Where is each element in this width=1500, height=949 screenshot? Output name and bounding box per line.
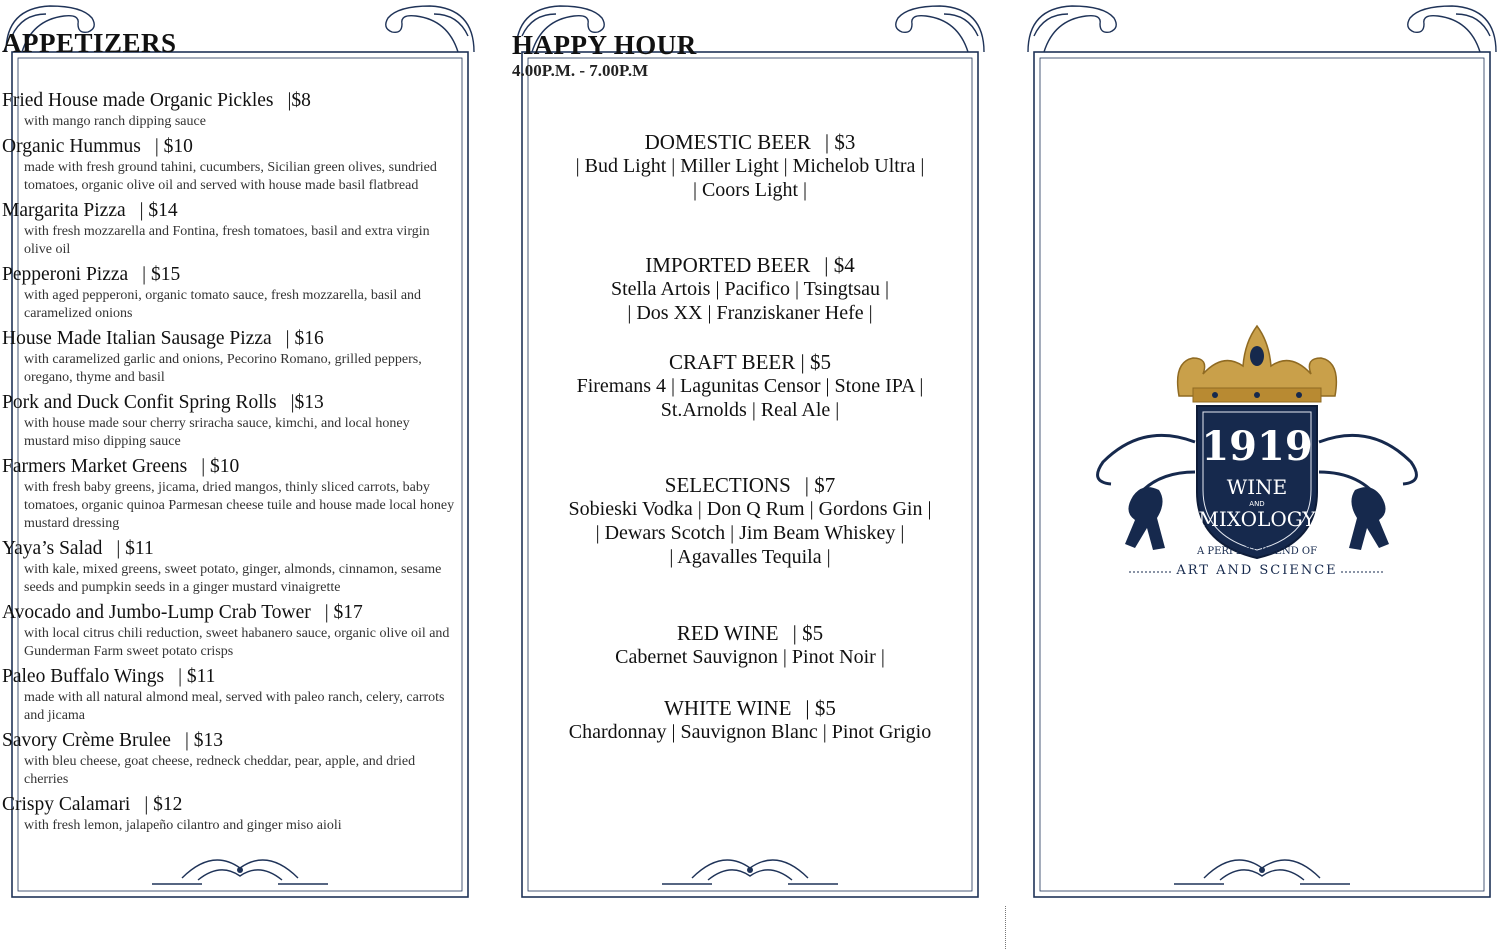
menu-item-price: | $14	[139, 200, 178, 221]
category-heading	[512, 350, 988, 374]
happy-hour-hours: 4.00P.M. - 7.00P.M	[512, 61, 649, 80]
category-price: | $7	[804, 473, 836, 497]
happy-hour-section	[512, 30, 988, 81]
category-price: | $5	[792, 621, 824, 645]
drink-list-line: | Agavalles Tequila |	[669, 546, 831, 568]
logo-year: 1919	[1201, 423, 1313, 470]
category-name: IMPORTED BEER	[645, 253, 811, 277]
category-price: | $5	[805, 696, 836, 720]
logo-and: AND	[1249, 500, 1265, 508]
menu-item-line	[2, 793, 478, 817]
menu-item-description: with fresh mozzarella and Fontina, fresh tomatoes, basil and extra virgin olive oil	[24, 224, 430, 257]
menu-item-line	[2, 665, 478, 689]
appetizers-section	[2, 28, 478, 839]
menu-item-description: with kale, mixed greens, sweet potato, ginger, almonds, cinnamon, sesame seeds and pumpkin seeds in a ginger mustard vinaigrette	[24, 562, 442, 595]
menu-item-line	[2, 327, 478, 351]
menu-item-line	[2, 537, 478, 561]
menu-item-price: | $10	[154, 136, 193, 157]
category-heading	[512, 253, 988, 277]
lion-icon	[1349, 487, 1389, 550]
appetizers-list	[2, 89, 478, 835]
menu-item-name: Paleo Buffalo Wings	[2, 666, 165, 687]
menu-item	[2, 729, 478, 789]
menu-item	[2, 537, 478, 597]
happy-hour-category	[512, 350, 988, 422]
menu-item-name: Yaya’s Salad	[2, 538, 103, 559]
menu-item-name: House Made Italian Sausage Pizza	[2, 328, 272, 349]
menu-item-price: | $10	[201, 456, 240, 477]
appetizers-panel	[2, 0, 478, 905]
menu-item-price: | $11	[178, 666, 216, 687]
menu-item-description: with house made sour cherry sriracha sauce, kimchi, and local honey mustard miso dipping sauce	[24, 416, 410, 449]
menu-item-price: | $16	[285, 328, 324, 349]
menu-item-line	[2, 455, 478, 479]
menu-item-name: Farmers Market Greens	[2, 456, 188, 477]
menu-item	[2, 263, 478, 323]
menu-item-name: Pepperoni Pizza	[2, 264, 129, 285]
happy-hour-category	[512, 253, 988, 325]
menu-item-name: Pork and Duck Confit Spring Rolls	[2, 392, 277, 413]
menu-item	[2, 665, 478, 725]
menu-item	[2, 793, 478, 835]
drink-list-line: Chardonnay | Sauvignon Blanc | Pinot Grigio	[568, 721, 932, 743]
drink-list-line: | Coors Light |	[692, 179, 808, 201]
menu-item-price: | $13	[184, 730, 223, 751]
logo-art-science: ART AND SCIENCE	[1176, 563, 1338, 578]
menu-item-line	[2, 199, 478, 223]
drink-list-line: Cabernet Sauvignon | Pinot Noir |	[615, 646, 885, 668]
category-name: CRAFT BEER | $5	[669, 350, 831, 374]
category-name: SELECTIONS	[664, 473, 791, 497]
crown-icon	[1178, 326, 1337, 402]
menu-item-price: | $17	[324, 602, 363, 623]
category-price: | $3	[824, 130, 856, 154]
menu-item	[2, 601, 478, 661]
menu-item-description: with aged pepperoni, organic tomato sauce, fresh mozzarella, basil and caramelized onions	[24, 288, 422, 321]
happy-hour-category	[512, 621, 988, 669]
menu-item-price: | $15	[142, 264, 181, 285]
menu-item	[2, 135, 478, 195]
menu-item	[2, 199, 478, 259]
menu-item-name: Savory Crème Brulee	[2, 730, 171, 751]
menu-item	[2, 327, 478, 387]
menu-item-name: Crispy Calamari	[2, 794, 131, 815]
happy-hour-panel	[512, 0, 988, 905]
menu-item-line	[2, 89, 478, 113]
menu-item-price: |$13	[290, 392, 324, 413]
menu-item-name: Margarita Pizza	[2, 200, 126, 221]
fold-guide-line	[1005, 906, 1006, 949]
category-heading	[512, 621, 988, 645]
category-price: | $4	[824, 253, 855, 277]
menu-item-price: | $12	[144, 794, 183, 815]
drink-list-line: | Bud Light | Miller Light | Michelob Ultra |	[575, 155, 925, 177]
lion-icon	[1125, 487, 1165, 550]
drink-list-line: | Dos XX | Franziskaner Hefe |	[627, 302, 873, 324]
menu-item-price: |$8	[287, 90, 311, 111]
happy-hour-category	[512, 130, 988, 202]
menu-item	[2, 89, 478, 131]
menu-item-name: Avocado and Jumbo-Lump Crab Tower	[2, 602, 311, 623]
appetizers-title: APPETIZERS	[2, 28, 177, 58]
logo-mixology: MIXOLOGY	[1198, 507, 1316, 531]
menu-item-line	[2, 729, 478, 753]
menu-item-line	[2, 263, 478, 287]
drink-list-line: Firemans 4 | Lagunitas Censor | Stone IPA |	[576, 375, 924, 397]
category-name: WHITE WINE	[664, 696, 792, 720]
menu-item-description: made with all natural almond meal, served with paleo ranch, celery, carrots and jicama	[24, 690, 445, 723]
menu-item-description: with fresh lemon, jalapeño cilantro and ginger miso aioli	[24, 818, 342, 833]
menu-item-line	[2, 135, 478, 159]
menu-item-description: with local citrus chili reduction, sweet habanero sauce, organic olive oil and Gunderman Farm sweet potato crisps	[24, 626, 450, 659]
category-heading	[512, 473, 988, 497]
menu-item-description: made with fresh ground tahini, cucumbers, Sicilian green olives, sundried tomatoes, organic olive oil and served with house made basil flatbread	[24, 160, 437, 193]
menu-item-name: Fried House made Organic Pickles	[2, 90, 274, 111]
menu-item-description: with mango ranch dipping sauce	[24, 114, 206, 129]
menu-item	[2, 455, 478, 533]
category-heading	[512, 130, 988, 154]
menu-item-description: with bleu cheese, goat cheese, redneck cheddar, pear, apple, and dried cherries	[24, 754, 416, 787]
logo-wine: WINE	[1226, 475, 1288, 499]
category-heading	[512, 696, 988, 720]
wine-mixology-crest-logo	[1083, 322, 1431, 582]
drink-list-line: Sobieski Vodka | Don Q Rum | Gordons Gin |	[568, 498, 932, 520]
menu-item-name: Organic Hummus	[2, 136, 141, 157]
happy-hour-category	[512, 696, 988, 744]
drink-list-line: | Dewars Scotch | Jim Beam Whiskey |	[595, 522, 905, 544]
menu-item-price: | $11	[116, 538, 154, 559]
menu-item-description: with fresh baby greens, jicama, dried mangos, thinly sliced carrots, baby tomatoes, organic quinoa Parmesan cheese tuile and house made local honey mustard dressing	[24, 480, 455, 531]
category-name: DOMESTIC BEER	[644, 130, 811, 154]
happy-hour-title: HAPPY HOUR	[512, 30, 697, 60]
happy-hour-category	[512, 473, 988, 569]
category-name: RED WINE	[676, 621, 779, 645]
drink-list-line: St.Arnolds | Real Ale |	[660, 399, 840, 421]
menu-item-line	[2, 391, 478, 415]
logo-tagline: A PERFECT BLEND OF	[1196, 546, 1318, 557]
menu-item-line	[2, 601, 478, 625]
menu-item-description: with caramelized garlic and onions, Pecorino Romano, grilled peppers, oregano, thyme and basil	[24, 352, 422, 385]
menu-item	[2, 391, 478, 451]
drink-list-line: Stella Artois | Pacifico | Tsingtsau |	[611, 278, 889, 300]
